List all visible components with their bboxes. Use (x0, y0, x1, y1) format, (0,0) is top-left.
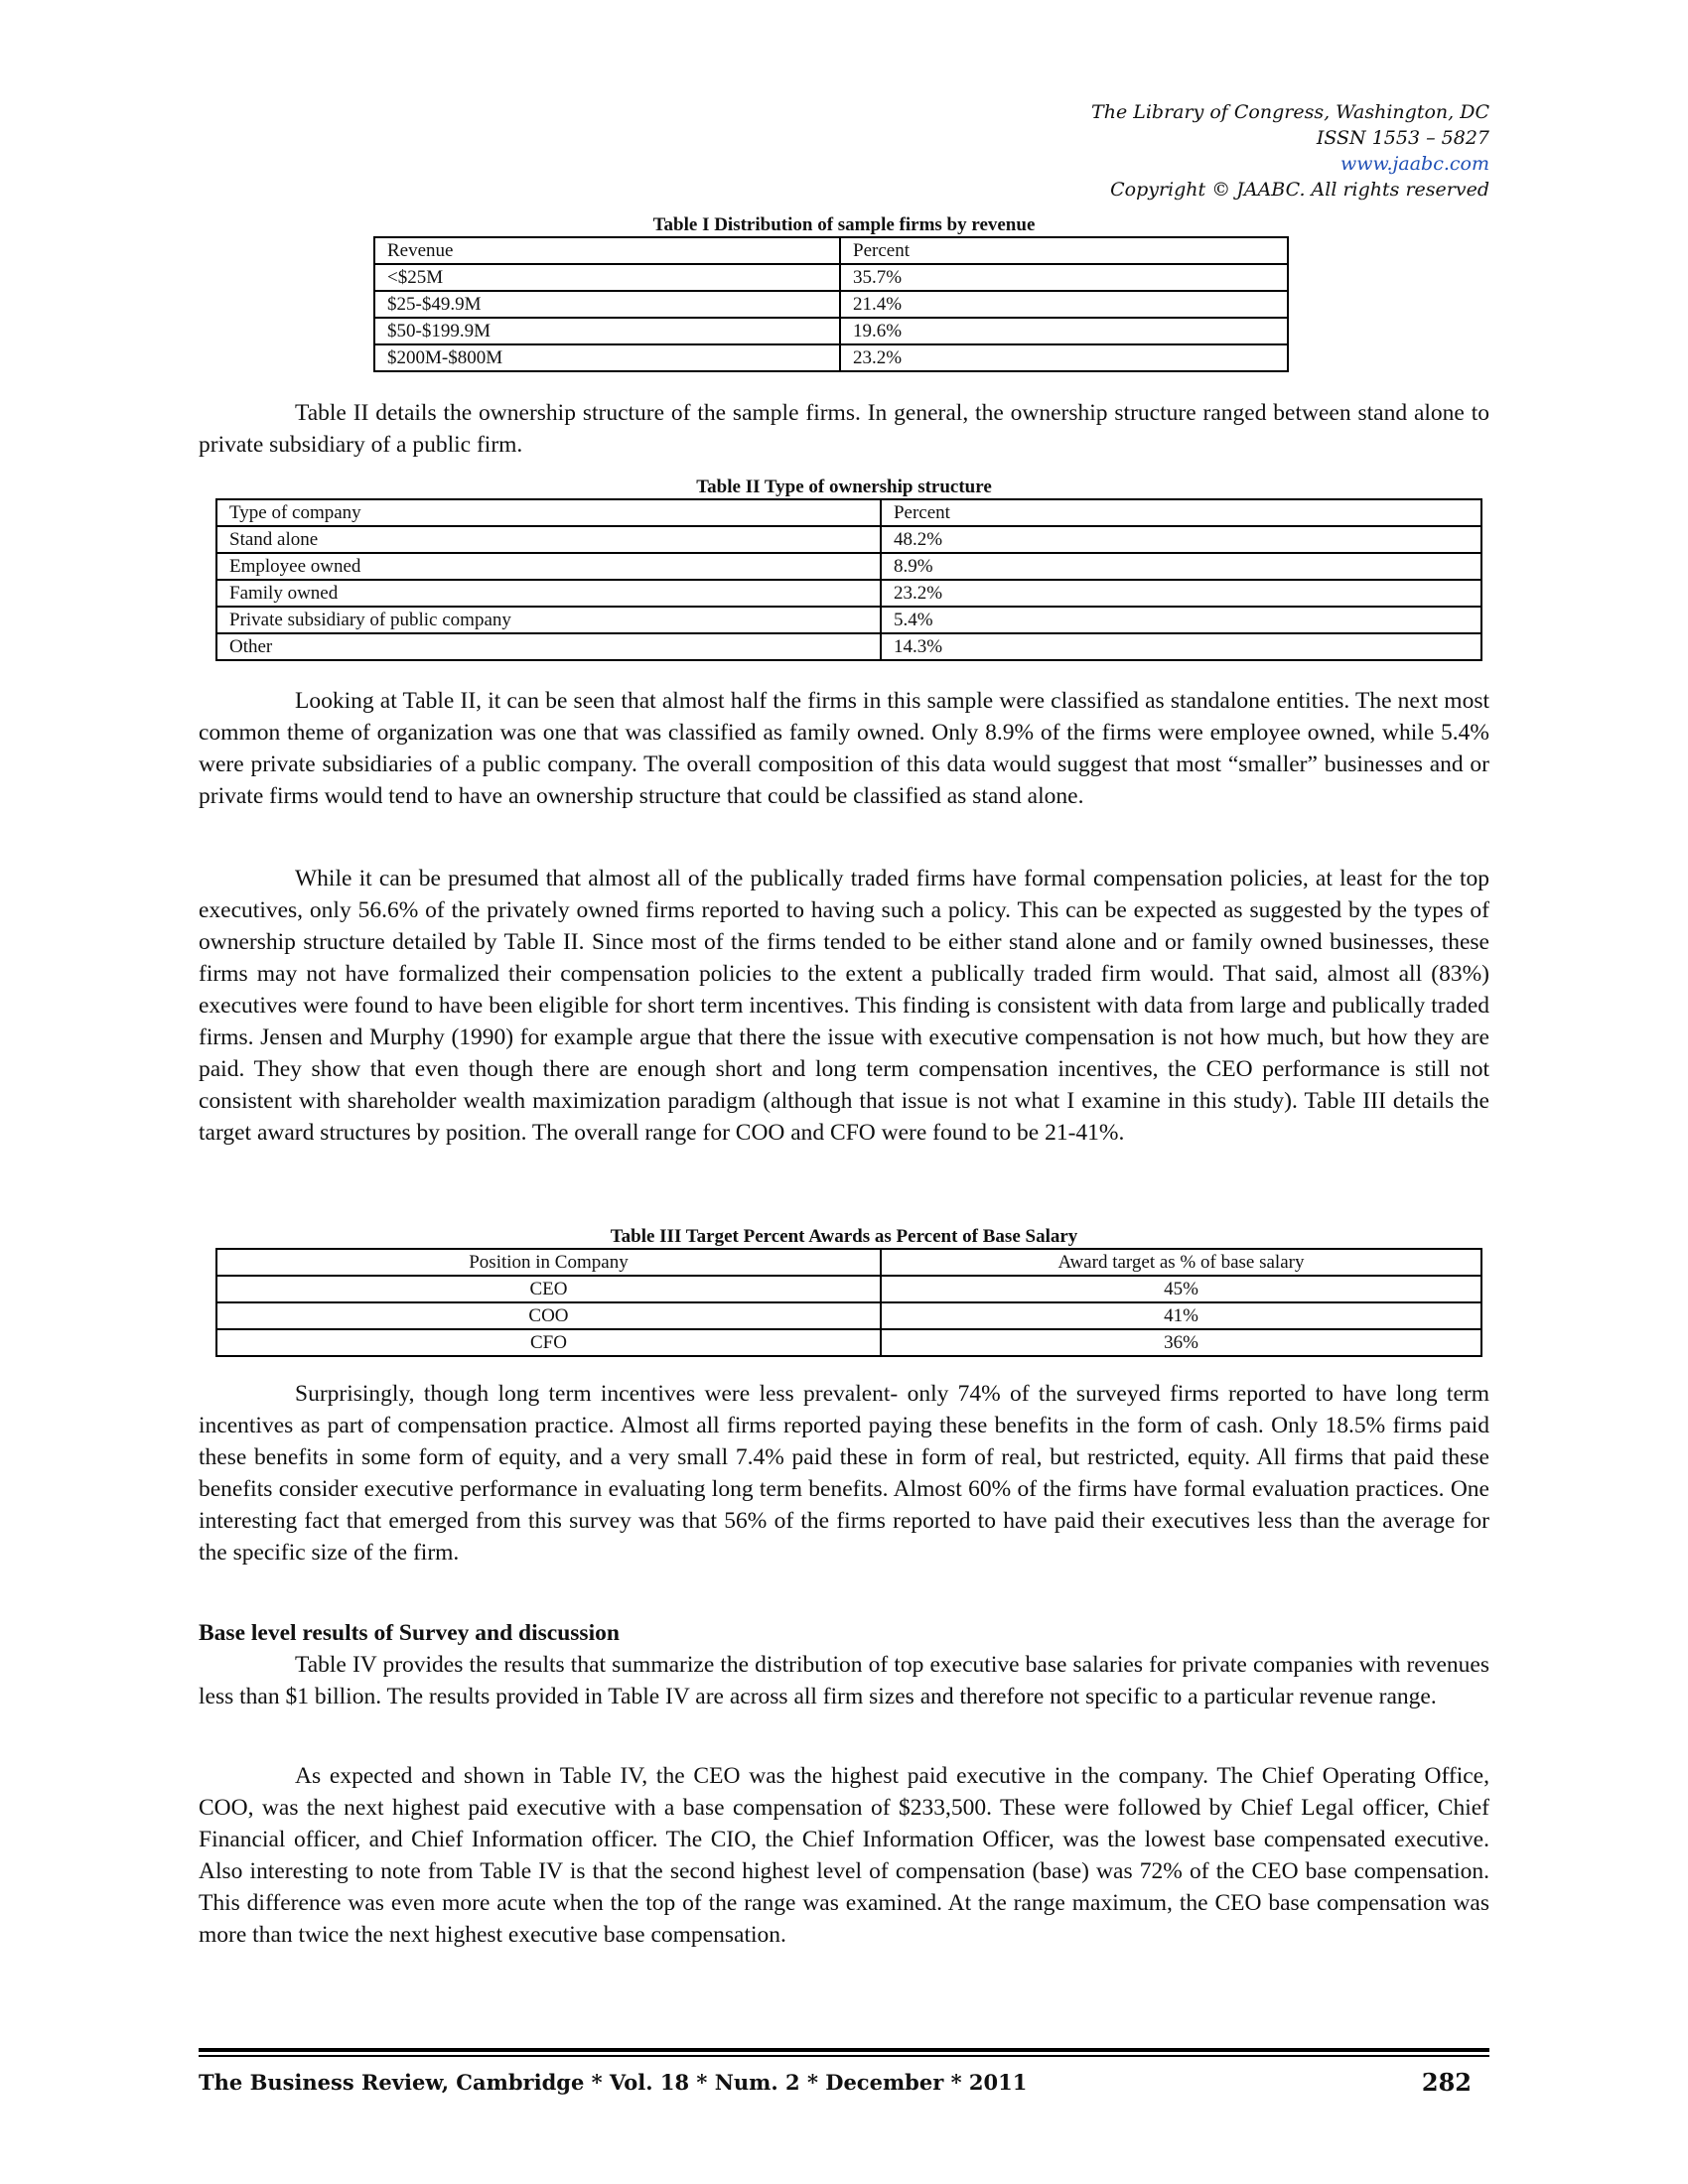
table-header-cell: Percent (840, 237, 1288, 264)
paragraph-text: Table IV provides the results that summarize the distribution of top executive base salaries for private companies with revenues less than $1 billion. The results provided in Table IV are across all firm sizes and therefore not specific to a particular revenue range. (199, 1652, 1489, 1709)
table-cell: Stand alone (216, 526, 881, 553)
table-cell: 23.2% (881, 580, 1481, 607)
table-cell: CFO (216, 1329, 881, 1356)
table-row (374, 291, 1288, 318)
section-3 (199, 1617, 1489, 1712)
table-cell: 19.6% (840, 318, 1288, 344)
table-row (216, 633, 1481, 660)
table1 (373, 236, 1289, 372)
table-cell: 35.7% (840, 264, 1288, 291)
table-cell: Employee owned (216, 553, 881, 580)
table-cell: $50-$199.9M (374, 318, 840, 344)
table-header-cell: Revenue (374, 237, 840, 264)
table-header-row (374, 237, 1288, 264)
paragraph-text: While it can be presumed that almost all of the publically traded firms have formal compensation policies, at least for the top executives, only 56.6% of the privately owned firms reported to having such a policy. This can be expected as suggested by the types of ownership structure detailed by Table II. Since most of the firms tended to be either stand alone and or family owned businesses, these firms may not have formalized their compensation policies to the extent a publically traded firm would. That said, almost all (83%) executives were found to have been eligible for short term incentives. This finding is consistent with data from large and publically traded firms. Jensen and Murphy (1990) for example argue that there the issue with executive compensation is not how much, but how they are paid. They show that even though there are enough short and long term compensation incentives, the CEO performance is still not consistent with shareholder wealth maximization paradigm (although that issue is not what I examine in this study). Table III details the target award structures by position. The overall range for COO and CFO were found to be 21-41%. (199, 866, 1489, 1146)
table-header-row (216, 1249, 1481, 1276)
table-header-cell: Position in Company (216, 1249, 881, 1276)
table3 (215, 1248, 1482, 1357)
table-cell: 36% (881, 1329, 1481, 1356)
paragraph-text: Table II details the ownership structure of the sample firms. In general, the ownership structure ranged between stand alone to private subsidiary of a public firm. (199, 400, 1489, 458)
table1-block (199, 214, 1489, 372)
paragraph-6 (199, 1760, 1489, 1951)
table-header-row (216, 499, 1481, 526)
header-copyright: Copyright © JAABC. All rights reserved (1110, 179, 1489, 201)
table3-caption: Table III Target Percent Awards as Percent of Base Salary (610, 1226, 1078, 1247)
table-row (216, 1302, 1481, 1329)
table-cell: CEO (216, 1276, 881, 1302)
table-cell: Family owned (216, 580, 881, 607)
table-row (216, 526, 1481, 553)
paragraph-2 (199, 685, 1489, 812)
table-cell: $200M-$800M (374, 344, 840, 371)
table-cell: 8.9% (881, 553, 1481, 580)
table-row (216, 580, 1481, 607)
table-row (374, 344, 1288, 371)
table-cell: Other (216, 633, 881, 660)
table-cell: $25-$49.9M (374, 291, 840, 318)
table-row (216, 553, 1481, 580)
table-header-cell: Award target as % of base salary (881, 1249, 1481, 1276)
table-cell: 48.2% (881, 526, 1481, 553)
table-header-cell: Percent (881, 499, 1481, 526)
table1-caption: Table I Distribution of sample firms by revenue (652, 214, 1036, 235)
footer-journal: The Business Review, Cambridge * Vol. 18 * Num. 2 * December * 2011 (199, 2070, 1028, 2095)
header-issn: ISSN 1553 – 5827 (1316, 127, 1489, 149)
table-row (374, 264, 1288, 291)
table-cell: 45% (881, 1276, 1481, 1302)
table-cell: 14.3% (881, 633, 1481, 660)
table-cell: 41% (881, 1302, 1481, 1329)
paragraph-4 (199, 1378, 1489, 1569)
footer (199, 2067, 1489, 2099)
table-cell: <$25M (374, 264, 840, 291)
table-cell: Private subsidiary of public company (216, 607, 881, 633)
table-row (216, 607, 1481, 633)
table-cell: COO (216, 1302, 881, 1329)
section-heading: Base level results of Survey and discussion (199, 1620, 620, 1646)
paragraph-text: Looking at Table II, it can be seen that almost half the firms in this sample were classified as standalone entities. The next most common theme of organization was one that was classified as family owned. Only 8.9% of the firms were employee owned, while 5.4% were private subsidiaries of a public company. The overall composition of this data would suggest that most “smaller” businesses and or private firms would tend to have an ownership structure that could be classified as stand alone. (199, 688, 1489, 809)
table2 (215, 498, 1482, 661)
paragraph-1 (199, 397, 1489, 461)
paragraph-text: Surprisingly, though long term incentives were less prevalent- only 74% of the surveyed firms reported to have long term incentives as part of compensation practice. Almost all firms reported paying these benefits in the form of cash. Only 18.5% firms paid these benefits in some form of equity, and a very small 7.4% paid these in form of real, but restricted, equity. All firms that paid these benefits consider executive performance in evaluating long term benefits. Almost 60% of the firms have formal evaluation practices. One interesting fact that emerged from this survey was that 56% of the firms reported to have paid their executives less than the average for the specific size of the firm. (199, 1381, 1489, 1566)
journal-header (1091, 99, 1489, 203)
table-cell: 21.4% (840, 291, 1288, 318)
table-row (216, 1276, 1481, 1302)
page-number: 282 (1421, 2068, 1472, 2097)
table2-block (199, 477, 1489, 661)
table3-block (199, 1226, 1489, 1357)
table2-caption: Table II Type of ownership structure (696, 477, 992, 497)
header-library: The Library of Congress, Washington, DC (1091, 101, 1489, 123)
table-row (374, 318, 1288, 344)
header-url[interactable]: www.jaabc.com (1339, 153, 1489, 175)
table-cell: 23.2% (840, 344, 1288, 371)
footer-rule-thin (199, 2055, 1489, 2057)
table-row (216, 1329, 1481, 1356)
paragraph-3 (199, 863, 1489, 1149)
paragraph-text: As expected and shown in Table IV, the CEO was the highest paid executive in the company. The Chief Operating Office, COO, was the next highest paid executive with a base compensation of $233,500. These were followed by Chief Legal officer, Chief Financial officer, and Chief Information officer. The CIO, the Chief Information Officer, was the lowest base compensated executive. Also interesting to note from Table IV is that the second highest level of compensation (base) was 72% of the CEO base compensation. This difference was even more acute when the top of the range was examined. At the range maximum, the CEO base compensation was more than twice the next highest executive base compensation. (199, 1763, 1489, 1948)
table-cell: 5.4% (881, 607, 1481, 633)
page (199, 0, 1489, 2184)
footer-rule-thick (199, 2048, 1489, 2052)
table-header-cell: Type of company (216, 499, 881, 526)
